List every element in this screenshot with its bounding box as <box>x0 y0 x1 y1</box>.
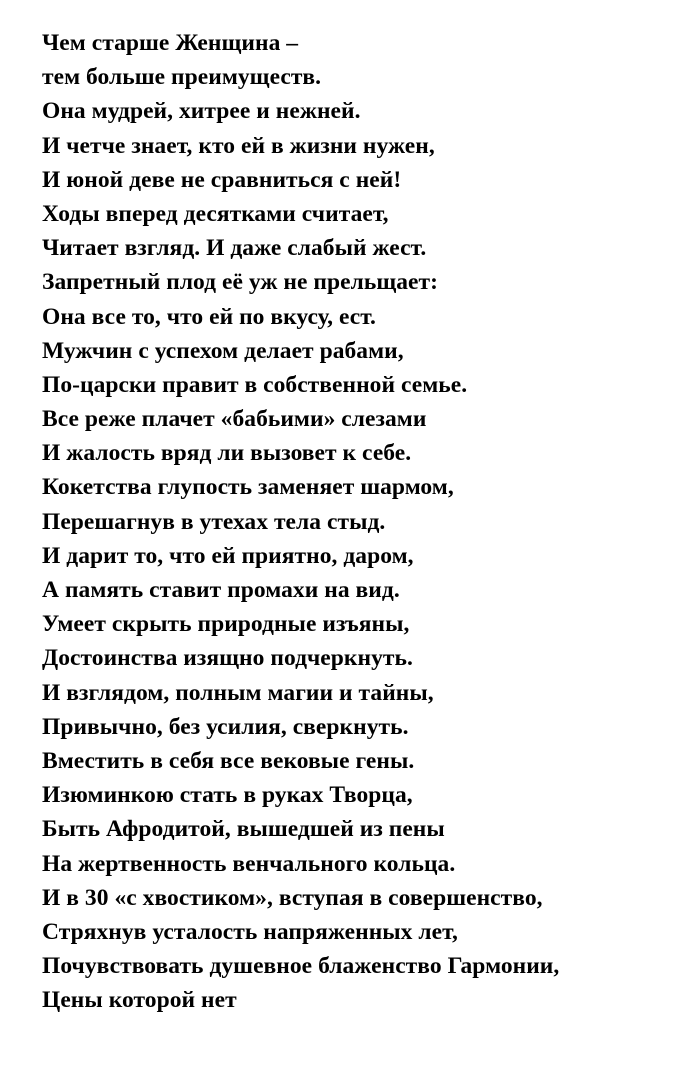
poem-line: На жертвенность венчального кольца. <box>42 850 456 877</box>
poem-line: И четче знает, кто ей в жизни нужен, <box>42 132 435 159</box>
poem-text <box>42 26 692 1017</box>
poem-line: Изюминкою стать в руках Творца, <box>42 782 413 809</box>
poem-line: И юной деве не сравниться с ней! <box>42 166 402 193</box>
poem-line: Она мудрей, хитрее и нежней. <box>42 98 361 125</box>
poem-line: Цены которой нет <box>42 987 237 1014</box>
poem-line: Стряхнув усталость напряженных лет, <box>42 918 458 945</box>
poem-line: И дарит то, что ей приятно, даром, <box>42 542 414 569</box>
poem-line: Привычно, без усилия, сверкнуть. <box>42 713 409 740</box>
poem-line: И жалость вряд ли вызовет к себе. <box>42 440 412 467</box>
poem-line: Кокетства глупость заменяет шармом, <box>42 474 454 501</box>
poem-line: Почувствовать душевное блаженство Гармонии, <box>42 953 560 980</box>
poem-line: Ходы вперед десятками считает, <box>42 200 389 227</box>
poem-line: Она все то, что ей по вкусу, ест. <box>42 303 376 330</box>
poem-line: тем больше преимуществ. <box>42 64 322 91</box>
poem-line: Читает взгляд. И даже слабый жест. <box>42 235 427 262</box>
poem-line: И взглядом, полным магии и тайны, <box>42 679 434 706</box>
poem-line: А память ставит промахи на вид. <box>42 577 400 603</box>
poem-line: Вместить в себя все вековые гены. <box>42 747 415 774</box>
poem-line: По-царски правит в собственной семье. <box>42 371 468 398</box>
poem-line: Чем старше Женщина – <box>42 30 299 56</box>
poem-line: Достоинства изящно подчеркнуть. <box>42 645 413 672</box>
poem-line: Запретный плод её уж не прельщает: <box>42 269 438 296</box>
poem-line: Умеет скрыть природные изъяны, <box>42 611 410 638</box>
poem-line: И в 30 «с хвостиком», вступая в совершенство, <box>42 884 543 911</box>
poem-line: Перешагнув в утехах тела стыд. <box>42 508 386 535</box>
poem-line: Мужчин с успехом делает рабами, <box>42 337 404 364</box>
poem-line: Все реже плачет «бабьими» слезами <box>42 406 427 433</box>
poem-line: Быть Афродитой, вышедшей из пены <box>42 816 445 843</box>
